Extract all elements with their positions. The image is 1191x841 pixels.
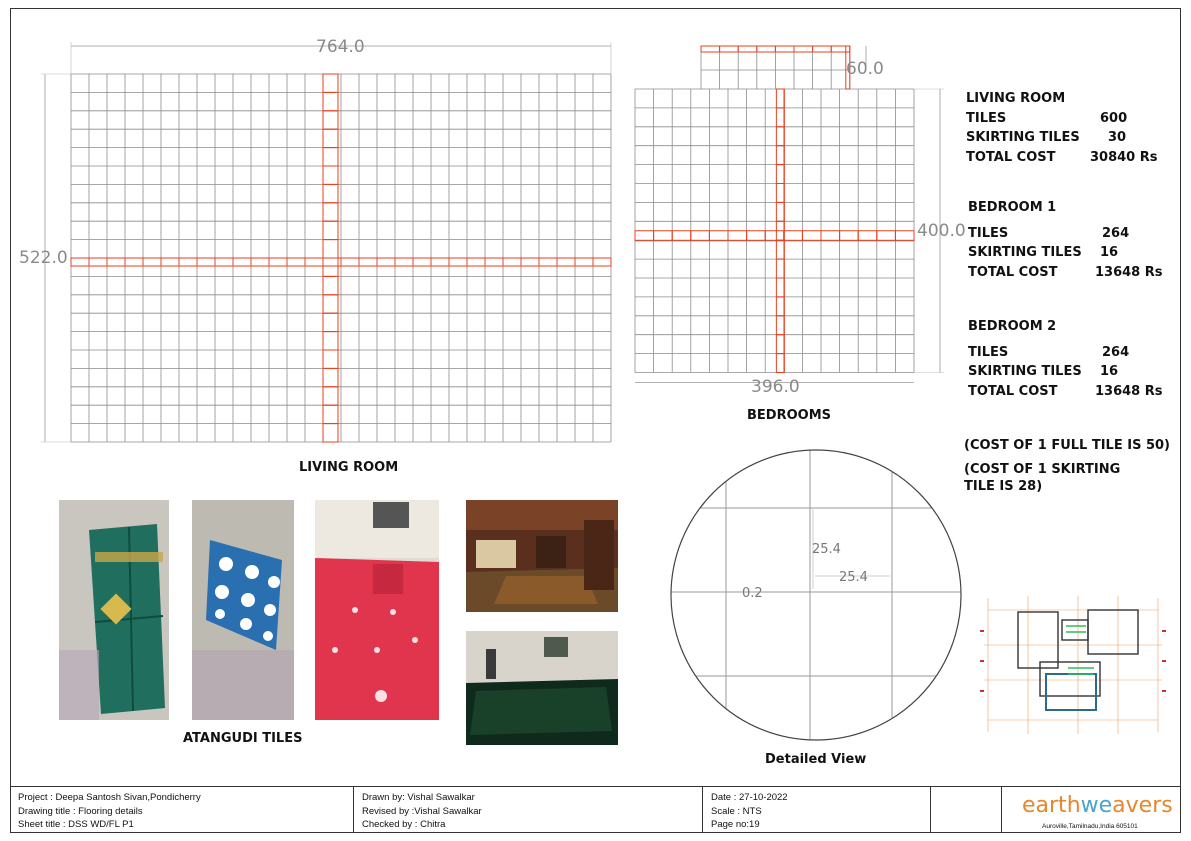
highlight-tile [359, 258, 377, 266]
logo-text-end: avers [1112, 793, 1173, 818]
summary-title: BEDROOM 2 [968, 319, 1057, 334]
skirting-tile [720, 46, 739, 52]
highlight-tile [776, 259, 784, 278]
highlight-tile [784, 231, 803, 241]
living-height-dimension: 522.0 [19, 248, 68, 268]
date: Date : 27-10-2022 [711, 792, 788, 803]
highlight-tile [323, 368, 338, 386]
highlight-tile [323, 148, 338, 166]
site-key-plan [978, 590, 1168, 740]
highlight-tile [251, 258, 269, 266]
photo-green-tiles [59, 500, 169, 720]
detailed-view [665, 447, 967, 743]
highlight-tile [691, 231, 710, 241]
highlight-tile [776, 146, 784, 165]
highlight-tile [323, 258, 338, 276]
highlight-tile [323, 313, 338, 331]
highlight-tile [179, 258, 197, 266]
bedroom-width-dimension: 396.0 [751, 377, 800, 397]
photo-black-floor [466, 631, 618, 745]
highlight-tile [672, 231, 691, 241]
note-line: (COST OF 1 SKIRTING [964, 462, 1121, 477]
company-address: Auroville,Tamilnadu,India 605101 [1042, 823, 1138, 830]
bedrooms-label: BEDROOMS [747, 408, 831, 423]
project-info [10, 787, 354, 833]
highlight-tile [776, 278, 784, 297]
highlight-tile [89, 258, 107, 266]
highlight-tile [413, 258, 431, 266]
highlight-tile [323, 405, 338, 423]
skirting-tile [701, 46, 720, 52]
highlight-tile [143, 258, 161, 266]
highlight-tile [215, 258, 233, 266]
highlight-tile [323, 387, 338, 405]
highlight-tile [776, 89, 784, 108]
living-room-label: LIVING ROOM [299, 460, 399, 475]
logo-text-start: earth [1022, 793, 1081, 818]
highlight-tile [125, 258, 143, 266]
skirting-tile [831, 46, 850, 52]
highlight-tile [765, 231, 784, 241]
skirting-label: SKIRTING TILES [968, 364, 1082, 379]
highlight-tile [776, 165, 784, 184]
highlight-tile [323, 240, 338, 258]
bedroom2-summary [968, 317, 1178, 401]
highlight-tile [323, 332, 338, 350]
highlight-tile [840, 231, 859, 241]
tiles-count: 264 [1102, 225, 1130, 241]
cost-label: TOTAL COST [968, 383, 1058, 399]
highlight-tile [877, 231, 896, 241]
highlight-tile [287, 258, 305, 266]
total-cost: 13648 Rs [1095, 264, 1163, 280]
living-width-dimension: 764.0 [316, 37, 365, 57]
bedrooms-plan [625, 38, 955, 398]
living-room-plan [15, 36, 625, 456]
sheet-title: Sheet title : DSS WD/FL P1 [18, 819, 134, 830]
highlight-tile [557, 258, 575, 266]
highlight-tile [776, 108, 784, 127]
note-line: TILE IS 28) [964, 479, 1043, 494]
highlight-tile [269, 258, 287, 266]
highlight-tile [776, 297, 784, 316]
skirting-tile [738, 46, 757, 52]
highlight-tile [654, 231, 673, 241]
skirting-count: 16 [1100, 245, 1119, 260]
checked-by: Checked by : Chitra [362, 819, 446, 830]
company-logo [1022, 793, 1173, 818]
page-number: Page no:19 [711, 819, 760, 830]
sheet-info [703, 787, 931, 833]
bedroom1-summary [968, 198, 1178, 282]
skirting-dimension: 60.0 [846, 59, 884, 79]
living-room-summary [966, 89, 1176, 167]
skirting-cost-note [964, 461, 1120, 495]
highlight-tile [233, 258, 251, 266]
highlight-tile [485, 258, 503, 266]
highlight-tile [575, 258, 593, 266]
highlight-tile [107, 258, 125, 266]
highlight-tile [776, 354, 784, 373]
skirting-label: SKIRTING TILES [966, 130, 1080, 145]
total-cost: 30840 Rs [1090, 149, 1158, 165]
highlight-tile [776, 240, 784, 259]
highlight-tile [323, 350, 338, 368]
skirting-tile [813, 46, 832, 52]
highlight-tile [323, 111, 338, 129]
highlight-tile [449, 258, 467, 266]
highlight-tile [197, 258, 215, 266]
highlight-tile [323, 166, 338, 184]
highlight-tile [635, 231, 654, 241]
skirting-tile [757, 46, 776, 52]
photo-blue-star-tiles [192, 500, 294, 720]
highlight-tile [341, 258, 359, 266]
photo-bedroom-interior [466, 500, 618, 612]
highlight-tile [858, 231, 877, 241]
tile-cost-note: (COST OF 1 FULL TILE IS 50) [964, 438, 1171, 453]
tiles-count: 264 [1102, 344, 1130, 360]
highlight-tile [728, 231, 747, 241]
highlight-tile [71, 258, 89, 266]
highlight-tile [323, 221, 338, 239]
blank-cell [931, 787, 1002, 833]
highlight-tile [467, 258, 485, 266]
highlight-tile [776, 202, 784, 221]
highlight-tile [431, 258, 449, 266]
skirting-count: 30 [1108, 130, 1127, 145]
detail-dim-gap: 0.2 [742, 586, 763, 601]
highlight-tile [776, 127, 784, 146]
highlight-tile [802, 231, 821, 241]
skirting-count: 16 [1100, 364, 1119, 379]
highlight-tile [776, 316, 784, 335]
cost-label: TOTAL COST [968, 264, 1058, 280]
tiles-label: TILES [968, 344, 1009, 360]
logo-text-mid: we [1080, 793, 1113, 818]
highlight-tile [747, 231, 766, 241]
skirting-tile [775, 46, 794, 52]
project-name: Project : Deepa Santosh Sivan,Pondicherry [18, 792, 201, 803]
highlight-tile [377, 258, 395, 266]
photo-red-floor [315, 500, 439, 720]
revised-by: Revised by :Vishal Sawalkar [362, 805, 482, 817]
detail-dim-horizontal: 25.4 [839, 570, 868, 585]
highlight-tile [323, 184, 338, 202]
highlight-tile [323, 295, 338, 313]
highlight-tile [305, 258, 323, 266]
drawing-title: Drawing title : Flooring details [18, 805, 143, 817]
tiles-count: 600 [1100, 110, 1128, 126]
highlight-tile [395, 258, 413, 266]
scale: Scale : NTS [711, 805, 762, 817]
drawn-by: Drawn by: Vishal Sawalkar [362, 792, 475, 803]
skirting-tile [794, 46, 813, 52]
highlight-tile [323, 129, 338, 147]
summary-title: LIVING ROOM [966, 91, 1066, 106]
highlight-tile [776, 335, 784, 354]
highlight-tile [521, 258, 539, 266]
highlight-tile [895, 231, 914, 241]
tiles-label: TILES [966, 110, 1007, 126]
authors-info [354, 787, 703, 833]
highlight-tile [161, 258, 179, 266]
title-block [10, 786, 1181, 833]
cost-label: TOTAL COST [966, 149, 1056, 165]
summary-title: BEDROOM 1 [968, 200, 1057, 215]
highlight-tile [776, 184, 784, 203]
highlight-tile [323, 424, 338, 442]
highlight-tile [323, 92, 338, 110]
highlight-tile [539, 258, 557, 266]
highlight-tile [503, 258, 521, 266]
highlight-tile [323, 276, 338, 294]
atangudi-tiles-label: ATANGUDI TILES [183, 731, 303, 746]
highlight-tile [593, 258, 611, 266]
total-cost: 13648 Rs [1095, 383, 1163, 399]
skirting-label: SKIRTING TILES [968, 245, 1082, 260]
highlight-tile [323, 74, 338, 92]
bedroom-height-dimension: 400.0 [917, 221, 966, 241]
tiles-label: TILES [968, 225, 1009, 241]
highlight-tile [323, 203, 338, 221]
highlight-tile [821, 231, 840, 241]
detail-dim-vertical: 25.4 [812, 542, 841, 557]
highlight-tile [709, 231, 728, 241]
detailed-view-label: Detailed View [765, 752, 867, 767]
